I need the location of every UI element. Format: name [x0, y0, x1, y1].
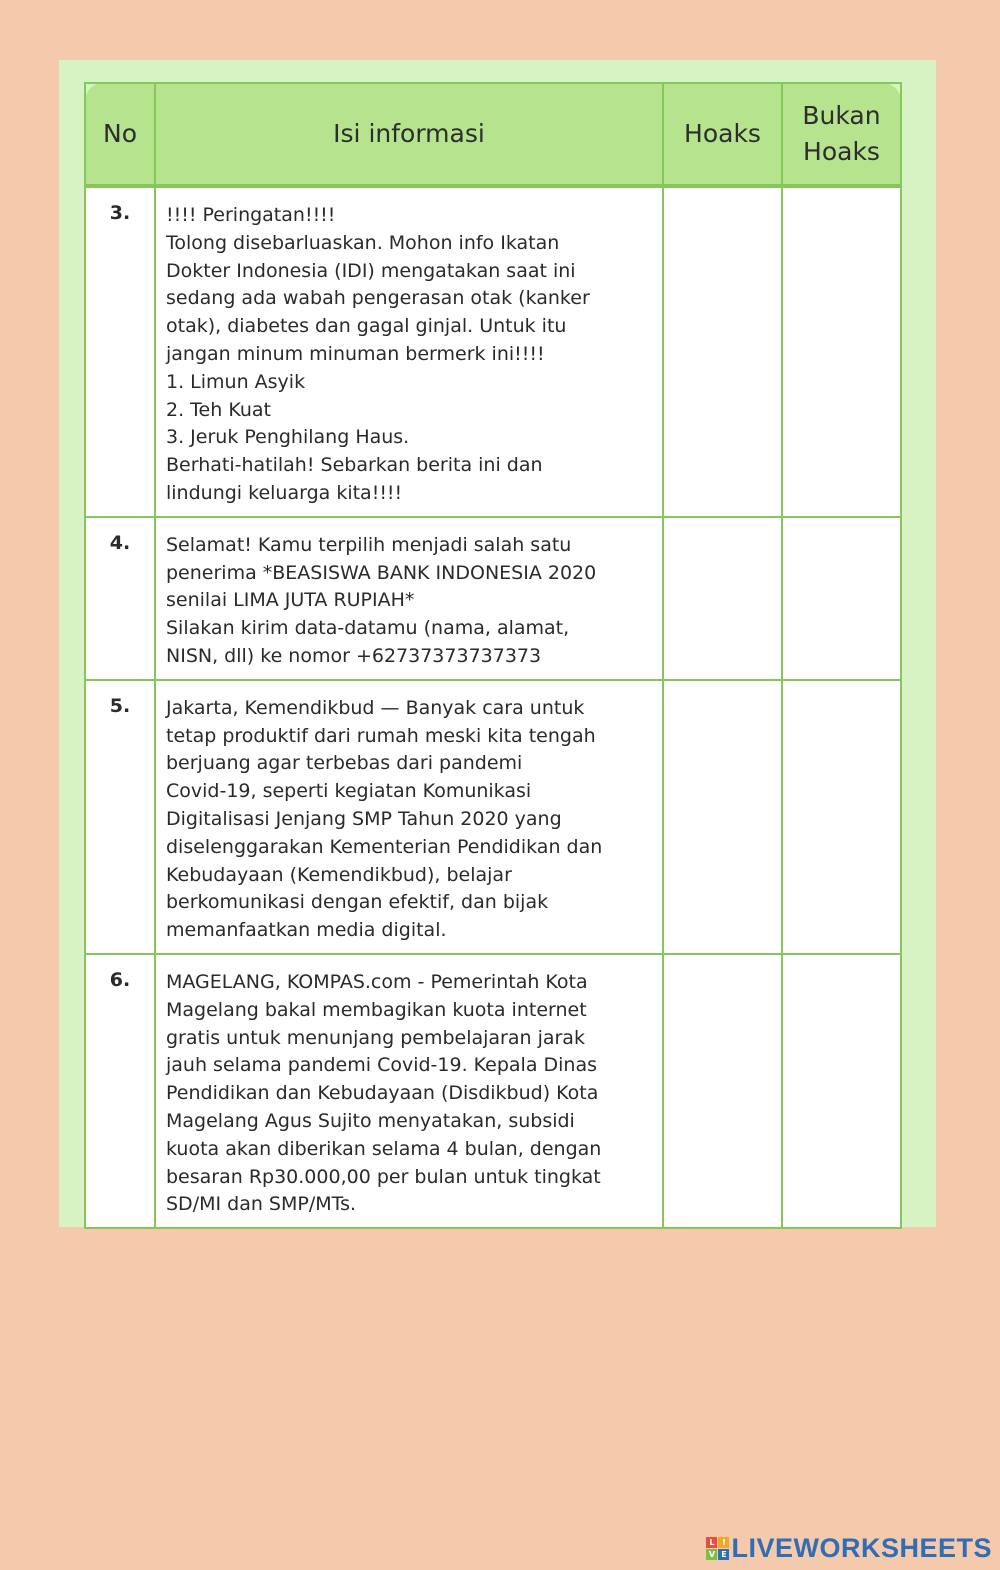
logo-letter: L [706, 1537, 717, 1548]
info-line: Silakan kirim data-datamu (nama, alamat, [166, 617, 570, 640]
bukan-hoaks-answer-cell[interactable] [782, 517, 901, 680]
row-number: 5. [85, 680, 155, 954]
info-line: berkomunikasi dengan efektif, dan bijak [166, 891, 549, 914]
info-line: MAGELANG, KOMPAS.com - Pemerintah Kota [166, 970, 588, 993]
info-line: memanfaatkan media digital. [166, 919, 447, 942]
header-hoaks: Hoaks [663, 83, 782, 186]
info-text [155, 517, 663, 680]
info-line: lindungi keluarga kita!!!! [166, 481, 403, 504]
info-line: besaran Rp30.000,00 per bulan untuk tingkat [166, 1165, 601, 1188]
info-line: NISN, dll) ke nomor +62737373737373 [166, 644, 542, 667]
info-line: jangan minum minuman bermerk ini!!!! [166, 342, 545, 365]
info-text [155, 680, 663, 954]
info-line: otak), diabetes dan gagal ginjal. Untuk itu [166, 315, 567, 338]
info-line: 3. Jeruk Penghilang Haus. [166, 426, 410, 449]
row-number: 3. [85, 186, 155, 517]
header-bukan-line2: Hoaks [803, 137, 880, 166]
logo-letter: E [718, 1549, 729, 1560]
info-line: Kebudayaan (Kemendikbud), belajar [166, 863, 512, 886]
hoaks-answer-cell[interactable] [663, 186, 782, 517]
info-line: senilai LIMA JUTA RUPIAH* [166, 589, 415, 612]
info-line: Pendidikan dan Kebudayaan (Disdikbud) Kota [166, 1082, 599, 1105]
logo-letter: V [706, 1549, 717, 1560]
info-line: !!!! Peringatan!!!! [166, 204, 336, 226]
info-line: 2. Teh Kuat [166, 398, 271, 421]
info-line: Covid-19, seperti kegiatan Komunikasi [166, 780, 532, 803]
info-line: SD/MI dan SMP/MTs. [166, 1193, 357, 1216]
bukan-hoaks-answer-cell[interactable] [782, 954, 901, 1228]
table-row [85, 517, 901, 680]
bukan-hoaks-answer-cell[interactable] [782, 186, 901, 517]
info-line: penerima *BEASISWA BANK INDONESIA 2020 [166, 561, 597, 584]
table-row [85, 954, 901, 1228]
row-number: 4. [85, 517, 155, 680]
info-line: Tolong disebarluaskan. Mohon info Ikatan [166, 231, 560, 254]
info-line: Jakarta, Kemendikbud — Banyak cara untuk [166, 696, 585, 719]
header-bukan-line1: Bukan [802, 101, 881, 130]
hoaks-answer-cell[interactable] [663, 680, 782, 954]
info-text [155, 186, 663, 517]
info-text [155, 954, 663, 1228]
header-no: No [85, 83, 155, 186]
info-line: Berhati-hatilah! Sebarkan berita ini dan [166, 454, 543, 477]
liveworksheets-brand[interactable] [706, 1533, 992, 1564]
liveworksheets-logo-icon [706, 1537, 729, 1560]
header-bukan-hoaks [782, 83, 901, 186]
info-line: berjuang agar terbebas dari pandemi [166, 752, 523, 775]
table-row [85, 680, 901, 954]
info-line: Digitalisasi Jenjang SMP Tahun 2020 yang [166, 807, 562, 830]
info-line: Magelang bakal membagikan kuota internet [166, 998, 587, 1021]
hoaks-answer-cell[interactable] [663, 517, 782, 680]
info-line: Dokter Indonesia (IDI) mengatakan saat ini [166, 259, 576, 282]
info-line: kuota akan diberikan selama 4 bulan, dengan [166, 1137, 602, 1160]
hoaks-answer-cell[interactable] [663, 954, 782, 1228]
brand-text: LIVEWORKSHEETS [731, 1533, 992, 1563]
table-header-row [85, 83, 901, 186]
info-line: tetap produktif dari rumah meski kita tengah [166, 724, 596, 747]
info-line: sedang ada wabah pengerasan otak (kanker [166, 287, 590, 310]
table-row [85, 186, 901, 517]
logo-letter: I [718, 1537, 729, 1548]
info-line: Selamat! Kamu terpilih menjadi salah satu [166, 533, 572, 556]
row-number: 6. [85, 954, 155, 1228]
info-line: gratis untuk menunjang pembelajaran jarak [166, 1026, 585, 1049]
hoax-classification-table [84, 82, 902, 1229]
info-line: 1. Limun Asyik [166, 370, 306, 393]
header-isi-informasi: Isi informasi [155, 83, 663, 186]
info-line: diselenggarakan Kementerian Pendidikan dan [166, 835, 603, 858]
info-line: Magelang Agus Sujito menyatakan, subsidi [166, 1109, 575, 1132]
info-line: jauh selama pandemi Covid-19. Kepala Dinas [166, 1054, 598, 1077]
bukan-hoaks-answer-cell[interactable] [782, 680, 901, 954]
